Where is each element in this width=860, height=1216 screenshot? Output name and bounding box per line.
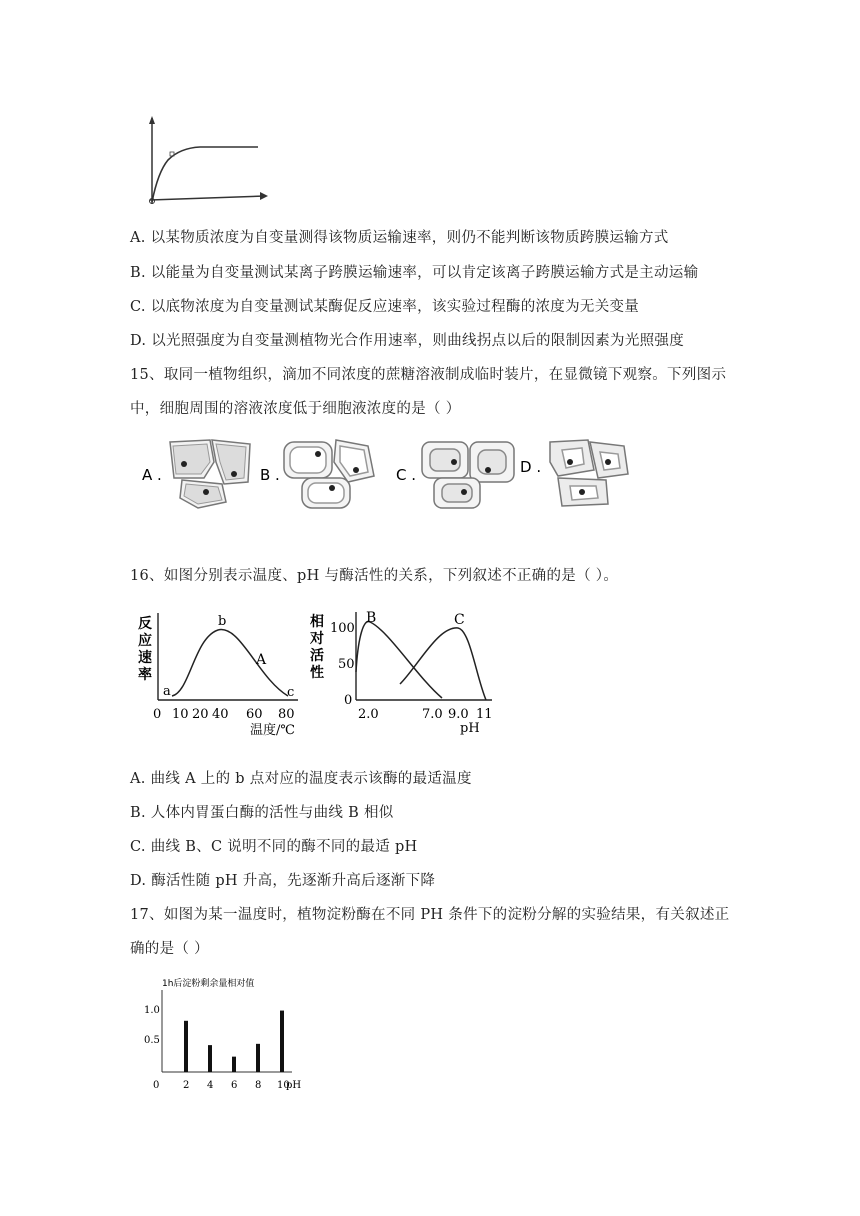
q16-fig1-point-c: c	[287, 685, 295, 700]
q17-stem-line2: 确的是（ ）	[130, 941, 209, 957]
q17-bars	[184, 1011, 284, 1072]
q17-bar-ph-8	[256, 1044, 260, 1072]
q15-label-d: D .	[520, 458, 542, 476]
q15-stem-line2: 中，细胞周围的溶液浓度低于细胞液浓度的是（ ）	[130, 401, 461, 417]
q16-fig1-ylabel-3: 速	[138, 650, 152, 666]
q16-fig1-xtick-20: 20	[192, 707, 209, 722]
q15-cell-group-c	[422, 442, 514, 508]
q17-xticks	[153, 1080, 290, 1091]
q16-fig2-ylabel-1: 相	[310, 614, 324, 630]
q16-fig2-xtick-11: 11	[476, 707, 493, 722]
q15-b-nucleus-3	[329, 485, 335, 491]
q15-c-nucleus-2	[485, 467, 491, 473]
q16-fig2-ylabel-3: 活	[310, 648, 324, 664]
q16-fig1-xtick-40: 40	[212, 707, 229, 722]
q16-fig2-curve-c-label: C	[454, 612, 465, 628]
q17-ytick-1: 1.0	[144, 1005, 160, 1016]
q14-option-b: B. 以能量为自变量测试某离子跨膜运输速率，可以肯定该离子跨膜运输方式是主动运输	[130, 265, 699, 281]
q14-x-axis	[150, 196, 265, 200]
q16-fig1-point-b: b	[218, 614, 227, 629]
q16-fig2-xtick-9: 9.0	[448, 707, 469, 722]
q15-cell-group-a	[170, 440, 250, 508]
q15-label-b: B .	[260, 466, 280, 484]
q15-cell-group-d	[550, 440, 628, 506]
q16-stem: 16、如图分别表示温度、pH 与酶活性的关系，下列叙述不正确的是（ ）。	[130, 568, 619, 584]
q16-fig2-curve-c	[400, 628, 486, 700]
q15-b-cell-3-vacuole	[308, 483, 344, 503]
q15-label-c: C .	[396, 466, 417, 484]
q14-option-c: C. 以底物浓度为自变量测试某酶促反应速率，该实验过程酶的浓度为无关变量	[130, 299, 640, 315]
q15-b-nucleus-2	[353, 467, 359, 473]
q16-fig1-xtick-80: 80	[278, 707, 295, 722]
q15-a-cell-1-protoplast	[173, 444, 210, 474]
q16-fig2-ytick-0: 0	[344, 693, 353, 708]
q16-fig1-ylabel-1: 反	[138, 616, 152, 632]
q15-stem-line1: 15、取同一植物组织，滴加不同浓度的蔗糖溶液制成临时装片，在显微镜下观察。下列图示	[130, 367, 727, 383]
q17-bar-ph-6	[232, 1057, 236, 1072]
q16-fig2-ytick-50: 50	[338, 657, 355, 672]
q16-fig2-ylabel-2: 对	[310, 631, 324, 647]
q17-xtick-0: 0	[153, 1080, 160, 1091]
q14-curve	[152, 147, 258, 202]
q14-option-a: A. 以某物质浓度为自变量测得该物质运输速率，则仍不能判断该物质跨膜运输方式	[130, 230, 669, 246]
q16-fig1-ylabel-4: 率	[138, 667, 152, 683]
q15-d-cell-1-protoplast	[562, 448, 584, 468]
q16-option-d: D. 酶活性随 pH 升高，先逐渐升高后逐渐下降	[130, 873, 436, 889]
q15-b-nucleus-1	[315, 451, 321, 457]
q15-a-nucleus-3	[203, 489, 209, 495]
q14-x-arrow	[260, 192, 268, 200]
q15-a-nucleus-2	[231, 471, 237, 477]
q17-xtick-2: 2	[183, 1080, 190, 1091]
q16-option-a: A. 曲线 A 上的 b 点对应的温度表示该酶的最适温度	[130, 771, 472, 787]
q17-xtick-8: 8	[255, 1080, 262, 1091]
q16-fig2-curve-b-label: B	[366, 610, 377, 626]
q16-fig1-xlabel: 温度/℃	[250, 723, 295, 738]
q15-d-nucleus-2	[605, 459, 611, 465]
q17-xlabel: pH	[286, 1080, 302, 1091]
q16-fig2-ylabel-4: 性	[310, 665, 324, 681]
q15-c-cell-2-protoplast	[478, 450, 506, 474]
q16-temperature-figure	[130, 608, 310, 738]
q16-fig1-point-a: a	[163, 684, 171, 699]
q16-fig2-xlabel: pH	[460, 721, 480, 736]
q16-fig2-xtick-2: 2.0	[358, 707, 379, 722]
q16-fig2-curve-b	[356, 621, 442, 698]
q17-chart-title: 1h后淀粉剩余量相对值	[162, 979, 255, 989]
q15-c-nucleus-1	[451, 459, 457, 465]
q14-option-d: D. 以光照强度为自变量测植物光合作用速率，则曲线拐点以后的限制因素为光照强度	[130, 333, 685, 349]
q17-bar-ph-10	[280, 1011, 284, 1072]
q17-xtick-10: 10	[277, 1080, 290, 1091]
q15-cell-group-b	[284, 440, 374, 508]
q16-fig1-xtick-10: 10	[172, 707, 189, 722]
q17-bar-ph-2	[184, 1021, 188, 1072]
q15-b-cell-1-vacuole	[290, 447, 326, 473]
q16-option-b: B. 人体内胃蛋白酶的活性与曲线 B 相似	[130, 805, 394, 821]
q15-c-cell-3-protoplast	[442, 484, 472, 502]
q15-d-nucleus-1	[567, 459, 573, 465]
q16-fig1-curve-a	[172, 630, 288, 696]
q17-ytick-05: 0.5	[144, 1035, 160, 1046]
q17-bar-ph-4	[208, 1045, 212, 1072]
q17-xtick-4: 4	[207, 1080, 214, 1091]
q15-label-a: A .	[142, 466, 162, 484]
q17-xtick-6: 6	[231, 1080, 238, 1091]
q16-option-c: C. 曲线 B、C 说明不同的酶不同的最适 pH	[130, 839, 418, 855]
q16-fig1-xtick-60: 60	[246, 707, 263, 722]
q14-saturation-curve-figure	[140, 112, 275, 212]
q16-fig1-xtick-0: 0	[153, 707, 162, 722]
q17-bar-chart	[140, 972, 320, 1096]
q15-cell-figures	[138, 432, 638, 512]
q16-fig2-xtick-7: 7.0	[422, 707, 443, 722]
q15-d-nucleus-3	[579, 489, 585, 495]
q16-ph-figure	[308, 606, 498, 736]
q16-fig1-curve-label: A	[256, 652, 267, 668]
q16-fig2-ytick-100: 100	[330, 621, 355, 636]
q15-c-nucleus-3	[461, 489, 467, 495]
q16-fig1-ylabel-2: 应	[138, 633, 152, 649]
q15-a-nucleus-1	[181, 461, 187, 467]
q17-stem-line1: 17、如图为某一温度时，植物淀粉酶在不同 PH 条件下的淀粉分解的实验结果，有关叙述正	[130, 907, 730, 923]
q14-y-arrow	[149, 116, 155, 124]
